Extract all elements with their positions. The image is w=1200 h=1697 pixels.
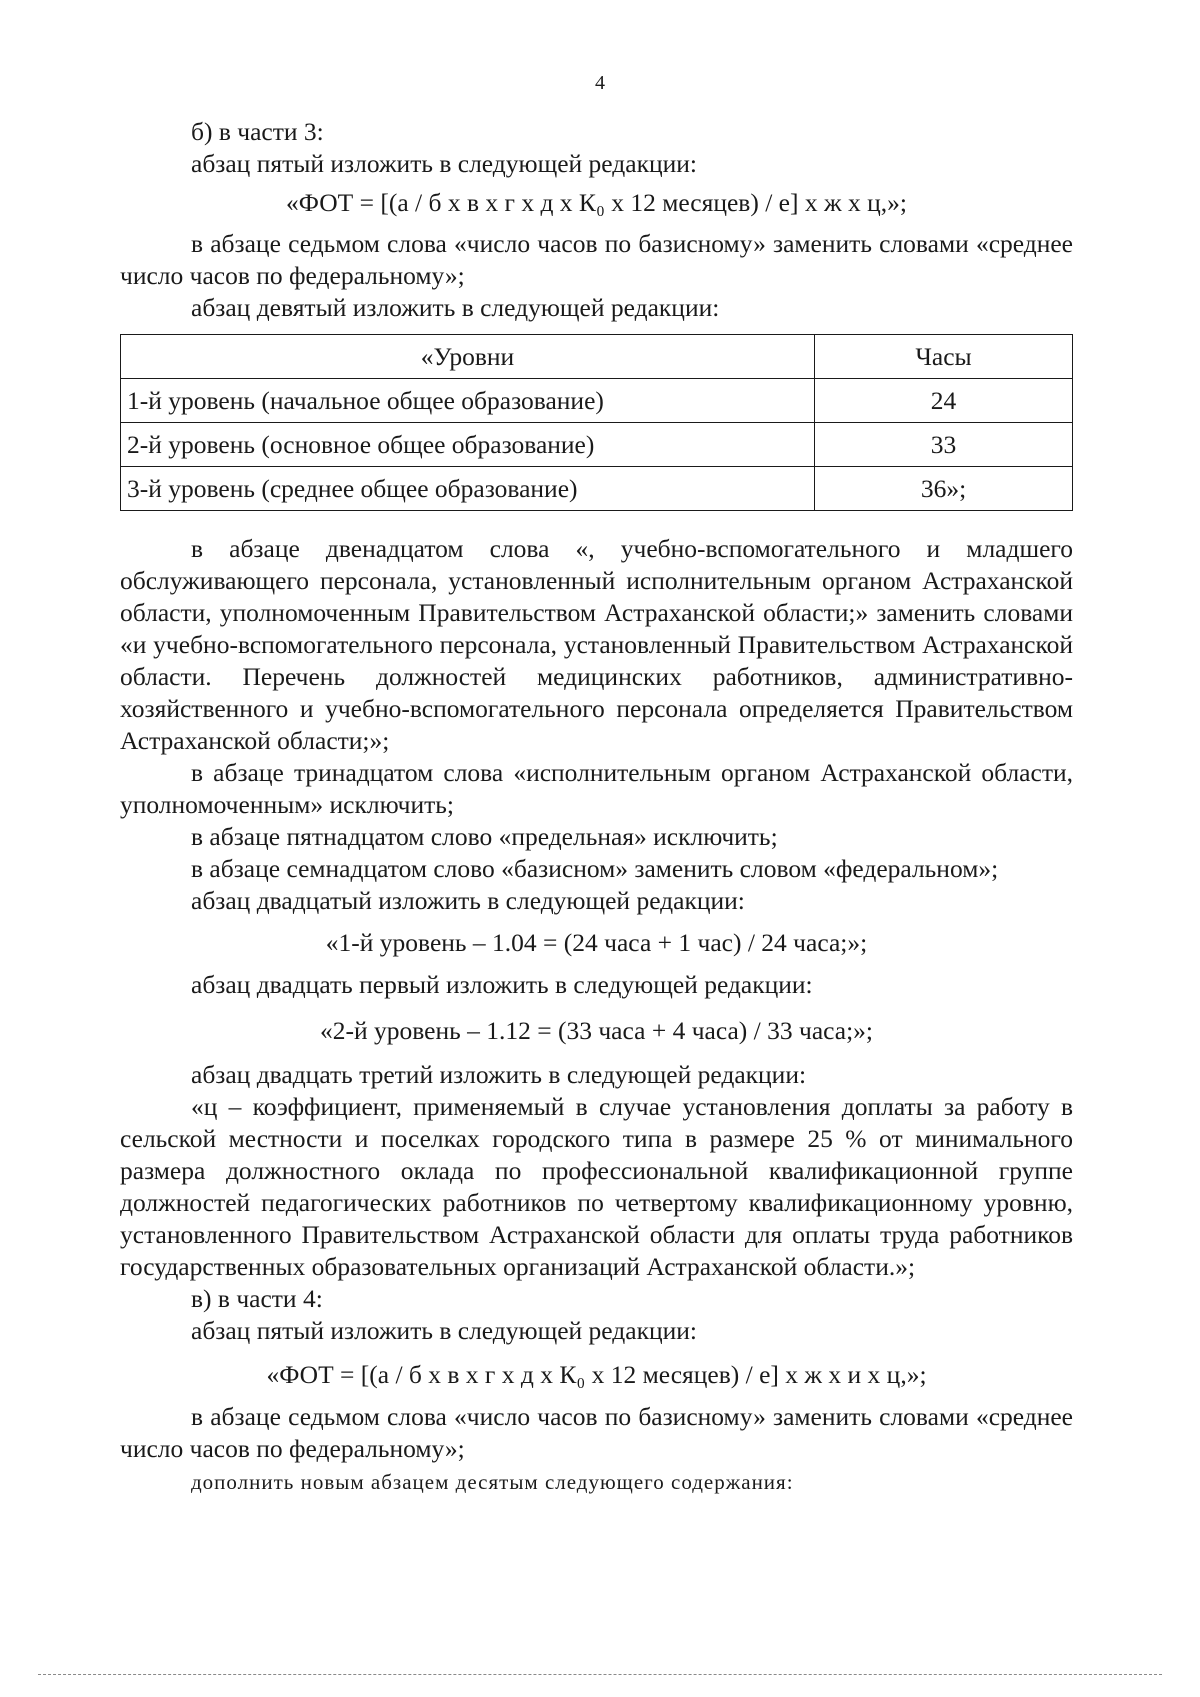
formula-level-2: «2-й уровень – 1.12 = (33 часа + 4 часа) / 33 часа;»; [319, 1016, 874, 1045]
paragraph-part3: б) в части 3: [191, 117, 324, 146]
paragraph-seventh-abzac: в абзаце седьмом слова «число часов по базисному» заменить словами «среднее число часов по федеральному»; [120, 229, 1073, 290]
formula-fot-part3: «ФОТ = [(а / б х в х г х д х К₀ х 12 месяцев) / е] х ж х ц,»; [286, 188, 907, 217]
table-cell-hours: 24 [815, 379, 1073, 423]
page-number: 4 [595, 72, 605, 94]
paragraph-ninth-abzac: абзац девятый изложить в следующей редакции: [191, 293, 720, 322]
table-header-hours: Часы [815, 335, 1073, 379]
page-bottom-divider [38, 1674, 1162, 1675]
paragraph-twenty-third-abzac: абзац двадцать третий изложить в следующей редакции: [191, 1060, 807, 1089]
paragraph-twenty-first-abzac: абзац двадцать первый изложить в следующей редакции: [191, 970, 813, 999]
paragraph-fifth-abzac: абзац пятый изложить в следующей редакции: [191, 149, 697, 178]
paragraph-fifteenth-abzac: в абзаце пятнадцатом слово «предельная» исключить; [191, 822, 778, 851]
table-cell-level: 3-й уровень (среднее общее образование) [121, 467, 815, 511]
paragraph-thirteenth-abzac: в абзаце тринадцатом слова «исполнительным органом Астраханской области, уполномоченным» исключить; [120, 758, 1073, 819]
table-header-row [121, 335, 1073, 379]
document-body [120, 116, 1073, 1499]
paragraph-twentieth-abzac: абзац двадцатый изложить в следующей редакции: [191, 886, 745, 915]
paragraph-coefficient-definition: «ц – коэффициент, применяемый в случае установления доплаты за работу в сельской местности и поселках городского типа в размере 25 % от минимального размера должностного оклада по профессиональной квалификационной группе должностей педагогических работников по четвертому квалификационному уровню, установленного Правительством Астраханской области для оплаты труда работников государственных образовательных организаций Астраханской области.»; [120, 1092, 1073, 1281]
table-cell-level: 1-й уровень (начальное общее образование) [121, 379, 815, 423]
paragraph-seventh-abzac-part4: в абзаце седьмом слова «число часов по базисному» заменить словами «среднее число часов по федеральному»; [120, 1402, 1073, 1463]
table-header-levels: «Уровни [121, 335, 815, 379]
table-row [121, 467, 1073, 511]
table-cell-hours: 33 [815, 423, 1073, 467]
paragraph-new-tenth-abzac: дополнить новым абзацем десятым следующего содержания: [191, 1470, 794, 1494]
paragraph-fifth-abzac-part4: абзац пятый изложить в следующей редакции: [191, 1316, 697, 1345]
table-row [121, 423, 1073, 467]
table-row [121, 379, 1073, 423]
paragraph-part4: в) в части 4: [191, 1284, 323, 1313]
formula-level-1: «1-й уровень – 1.04 = (24 часа + 1 час) / 24 часа;»; [325, 928, 868, 957]
formula-fot-part4: «ФОТ = [(а / б х в х г х д х К₀ х 12 месяцев) / е] х ж х и х ц,»; [266, 1360, 927, 1389]
table-cell-level: 2-й уровень (основное общее образование) [121, 423, 815, 467]
table-cell-hours: 36»; [815, 467, 1073, 511]
paragraph-seventeenth-abzac: в абзаце семнадцатом слово «базисном» заменить словом «федеральном»; [191, 854, 999, 883]
levels-hours-table [120, 334, 1073, 511]
paragraph-twelfth-abzac: в абзаце двенадцатом слова «, учебно-вспомогательного и младшего обслуживающего персонала, установленный исполнительным органом Астраханской области, уполномоченным Правительством Астраханской области;» заменить словами «и учебно-вспомогательного персонала, установленный Правительством Астраханской области. Перечень должностей медицинских работников, административно-хозяйственного и учебно-вспомогательного персонала определяется Правительством Астраханской области;»; [120, 534, 1073, 755]
